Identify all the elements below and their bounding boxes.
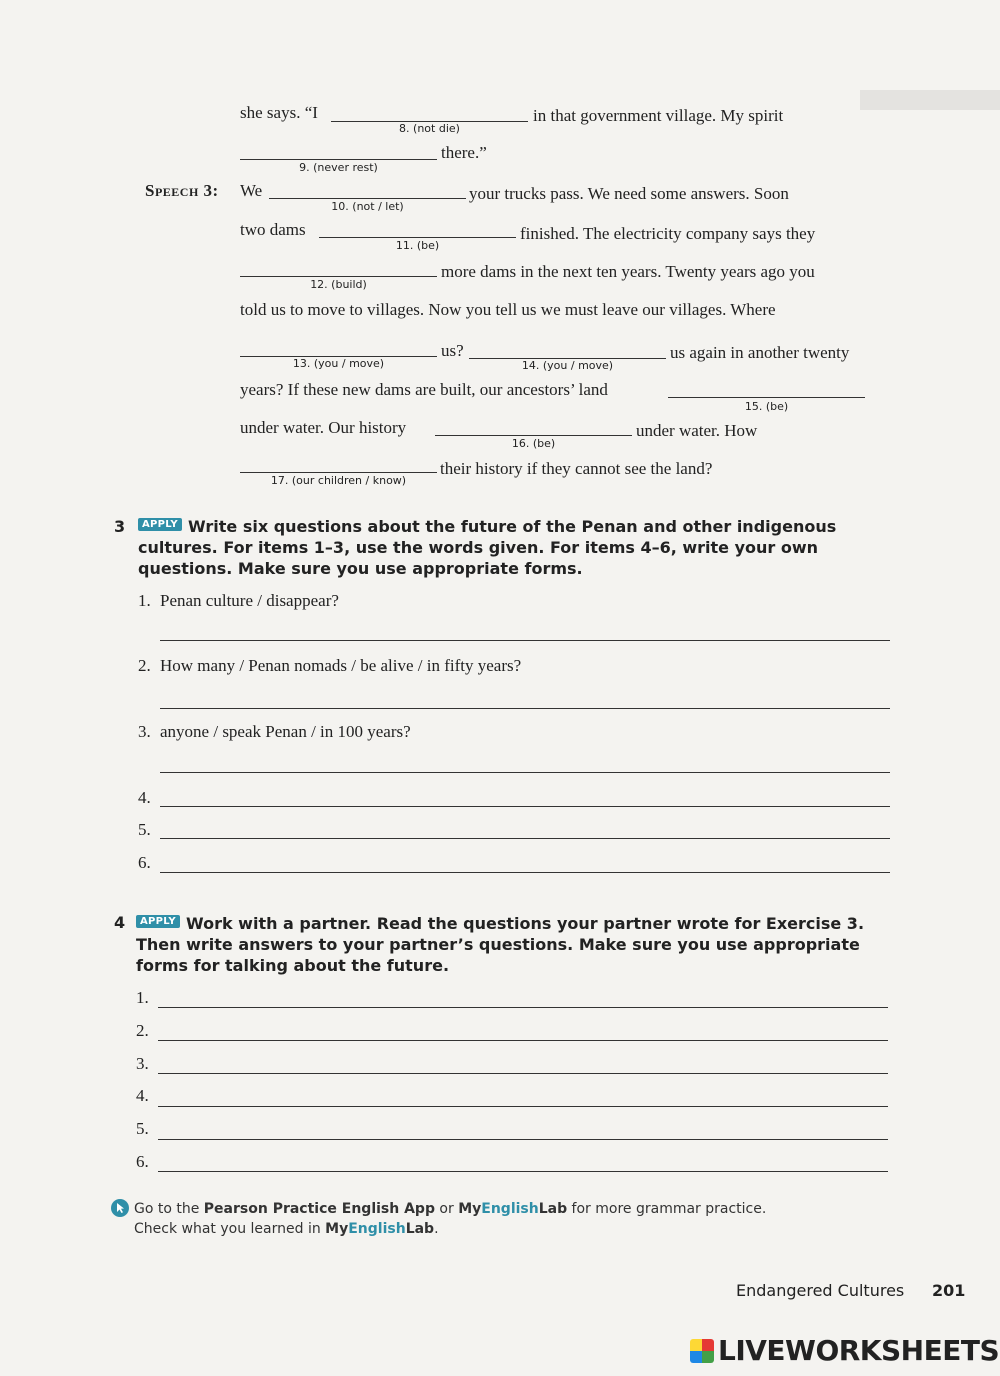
myenglishlab-link-1[interactable]: MyEnglishLab bbox=[458, 1201, 568, 1217]
exercise-4-number: 4 bbox=[114, 913, 126, 932]
speaker-label: Speech 3: bbox=[145, 181, 219, 200]
pearson-app-link[interactable]: Pearson Practice English App bbox=[203, 1201, 435, 1217]
ex3-item-1-num: 1. bbox=[138, 591, 151, 610]
hint-12: 12. (build) bbox=[310, 278, 367, 291]
ex3-answer-line-5[interactable] bbox=[160, 838, 890, 839]
liveworksheets-logo-icon bbox=[690, 1339, 714, 1363]
hint-9: 9. (never rest) bbox=[299, 161, 378, 174]
speech3-l7-post: under water. How bbox=[636, 421, 758, 440]
speech3-l1-pre: We bbox=[240, 181, 263, 200]
section-title: Endangered Cultures bbox=[736, 1281, 905, 1300]
ex4-answer-line-2[interactable] bbox=[158, 1040, 888, 1041]
bleed-through-strip bbox=[860, 90, 1000, 110]
speech3-l2-pre: two dams bbox=[240, 220, 306, 239]
pointer-circle-icon bbox=[110, 1198, 130, 1218]
ex3-item-4-num: 4. bbox=[138, 788, 151, 807]
ex4-item-3-num: 3. bbox=[136, 1054, 149, 1073]
speech3-l2-post: finished. The electricity company says they bbox=[520, 224, 816, 243]
ex3-answer-line-4[interactable] bbox=[160, 806, 890, 807]
ex3-item-6-num: 6. bbox=[138, 853, 151, 872]
ex3-item-5-num: 5. bbox=[138, 820, 151, 839]
speech3-l4: told us to move to villages. Now you tell us we must leave our villages. Where bbox=[240, 300, 776, 319]
exercise-3-number: 3 bbox=[114, 517, 126, 536]
speech3-l5-post: us again in another twenty bbox=[670, 343, 850, 362]
practice-note-or: or bbox=[434, 1201, 459, 1217]
blank-12[interactable] bbox=[240, 276, 437, 277]
ex3-item-2-num: 2. bbox=[138, 656, 151, 675]
ex4-item-4-num: 4. bbox=[136, 1086, 149, 1105]
hint-15: 15. (be) bbox=[744, 400, 789, 413]
ex4-item-5-num: 5. bbox=[136, 1119, 149, 1138]
ex4-answer-line-4[interactable] bbox=[158, 1106, 888, 1107]
exercise-3-instruction: Write six questions about the future of the Penan and other indigenous cultures. For items 1–3, use the words given. For items 4–6, write your own questions. Make sure you use appropriate forms. bbox=[138, 517, 837, 578]
speech2-line1-post: in that government village. My spirit bbox=[533, 106, 784, 125]
ex3-answer-line-6[interactable] bbox=[160, 872, 890, 873]
ex3-answer-line-1[interactable] bbox=[160, 640, 890, 641]
blank-17[interactable] bbox=[240, 472, 437, 473]
ex3-item-2-prompt: How many / Penan nomads / be alive / in fifty years? bbox=[160, 656, 522, 675]
speech2-line2-post: there.” bbox=[441, 143, 487, 162]
ex3-answer-line-3[interactable] bbox=[160, 772, 890, 773]
blank-10[interactable] bbox=[269, 198, 466, 199]
blank-16[interactable] bbox=[435, 435, 632, 436]
ex4-answer-line-5[interactable] bbox=[158, 1139, 888, 1140]
speech3-l8-post: their history if they cannot see the land? bbox=[440, 459, 713, 478]
exercise-4-instruction: Work with a partner. Read the questions your partner wrote for Exercise 3. Then write answers to your partner’s questions. Make sure you use appropriate forms for talking about the future. bbox=[136, 914, 865, 975]
practice-note-check: Check what you learned in bbox=[134, 1221, 326, 1237]
hint-10: 10. (not / let) bbox=[331, 200, 404, 213]
hint-11: 11. (be) bbox=[395, 239, 440, 252]
practice-note-go-to: Go to the bbox=[134, 1201, 204, 1217]
ex3-item-1-prompt: Penan culture / disappear? bbox=[160, 591, 339, 610]
hint-14: 14. (you / move) bbox=[521, 359, 614, 372]
practice-note-more: for more grammar practice. bbox=[567, 1201, 767, 1217]
exercise-3-apply-badge: APPLY bbox=[138, 518, 182, 531]
exercise-4-apply-badge: APPLY bbox=[136, 915, 180, 928]
speech3-l1-post: your trucks pass. We need some answers. Soon bbox=[469, 184, 789, 203]
ex4-item-1-num: 1. bbox=[136, 988, 149, 1007]
ex3-item-3-prompt: anyone / speak Penan / in 100 years? bbox=[160, 722, 411, 741]
blank-11[interactable] bbox=[319, 237, 516, 238]
speech3-l7-pre: under water. Our history bbox=[240, 418, 407, 437]
blank-15[interactable] bbox=[668, 397, 865, 398]
speech3-l5-mid: us? bbox=[441, 341, 464, 360]
myenglishlab-link-2[interactable]: MyEnglishLab bbox=[325, 1221, 435, 1237]
ex4-answer-line-6[interactable] bbox=[158, 1171, 888, 1172]
practice-note: Go to the Pearson Practice English App or MyEnglishLab for more grammar practice. Check what you learned in MyEnglishLab. bbox=[134, 1201, 767, 1237]
speech3-l3-post: more dams in the next ten years. Twenty years ago you bbox=[441, 262, 815, 281]
hint-13: 13. (you / move) bbox=[292, 357, 385, 370]
blank-9[interactable] bbox=[240, 159, 437, 160]
hint-16: 16. (be) bbox=[511, 437, 556, 450]
hint-17: 17. (our children / know) bbox=[270, 474, 407, 487]
ex3-item-3-num: 3. bbox=[138, 722, 151, 741]
page-number: 201 bbox=[932, 1281, 966, 1300]
speech3-l6: years? If these new dams are built, our ancestors’ land bbox=[240, 380, 608, 399]
ex4-answer-line-3[interactable] bbox=[158, 1073, 888, 1074]
ex4-item-2-num: 2. bbox=[136, 1021, 149, 1040]
hint-8: 8. (not die) bbox=[399, 122, 460, 135]
ex3-answer-line-2[interactable] bbox=[160, 708, 890, 709]
liveworksheets-watermark: LIVEWORKSHEETS bbox=[690, 1334, 999, 1367]
ex4-answer-line-1[interactable] bbox=[158, 1007, 888, 1008]
speech2-line1-pre: she says. “I bbox=[240, 103, 318, 122]
ex4-item-6-num: 6. bbox=[136, 1152, 149, 1171]
